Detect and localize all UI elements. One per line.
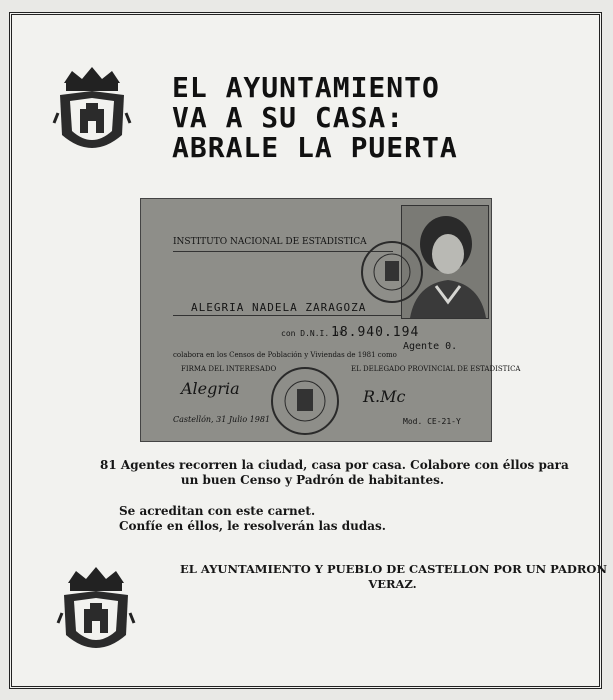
card-agent: Agente 0.: [403, 341, 458, 352]
card-date: Castellón, 31 Julio 1981: [173, 415, 271, 424]
card-rule: [173, 251, 393, 252]
census-id-card: [140, 198, 521, 442]
headline-line-1: EL AYUNTAMIENTO: [172, 71, 440, 104]
card-institute: INSTITUTO NACIONAL DE ESTADISTICA: [173, 237, 367, 247]
headline-line-2: VA A SU CASA:: [172, 101, 405, 134]
card-rule: [173, 315, 403, 316]
card-delegate-label: EL DELEGADO PROVINCIAL DE ESTADISTICA: [351, 365, 521, 373]
closing-line-2: VERAZ.: [368, 577, 417, 591]
card-name: ALEGRIA NADELA ZARAGOZA: [191, 301, 367, 314]
body-line-2: un buen Censo y Padrón de habitantes.: [180, 473, 445, 487]
body-paragraph-1: [100, 458, 569, 488]
body-paragraph-2: [119, 504, 386, 534]
card-model: Mod. CE-21-Y: [403, 417, 461, 426]
body-line-1: 81 Agentes recorren la ciudad, casa por casa. Colabore con éllos para: [100, 458, 569, 472]
card-description: colabora en los Censos de Población y Viviendas de 1981 como: [173, 351, 397, 359]
card-dni-number: 18.940.194: [331, 325, 420, 340]
body-line-3: Se acreditan con este carnet.: [119, 504, 316, 518]
headline-line-3: ABRALE LA PUERTA: [172, 131, 458, 164]
holder-signature: Alegria: [181, 379, 240, 398]
card-signature-label: FIRMA DEL INTERESADO: [181, 365, 277, 373]
official-stamp-icon: [271, 367, 339, 435]
body-line-4: Confíe en éllos, le resolverán las dudas.: [119, 519, 386, 533]
headline: [172, 73, 592, 163]
closing-statement: [180, 562, 605, 592]
official-stamp-icon: [361, 241, 423, 303]
coat-of-arms-icon: [52, 65, 132, 165]
advertisement-frame: [9, 12, 607, 689]
closing-line-1: EL AYUNTAMIENTO Y PUEBLO DE CASTELLON POR UN PADRON: [180, 562, 607, 576]
coat-of-arms-icon: [56, 565, 136, 665]
delegate-signature: R.Mc: [363, 387, 406, 406]
card-dni-label: con D.N.I. nº: [281, 329, 344, 338]
